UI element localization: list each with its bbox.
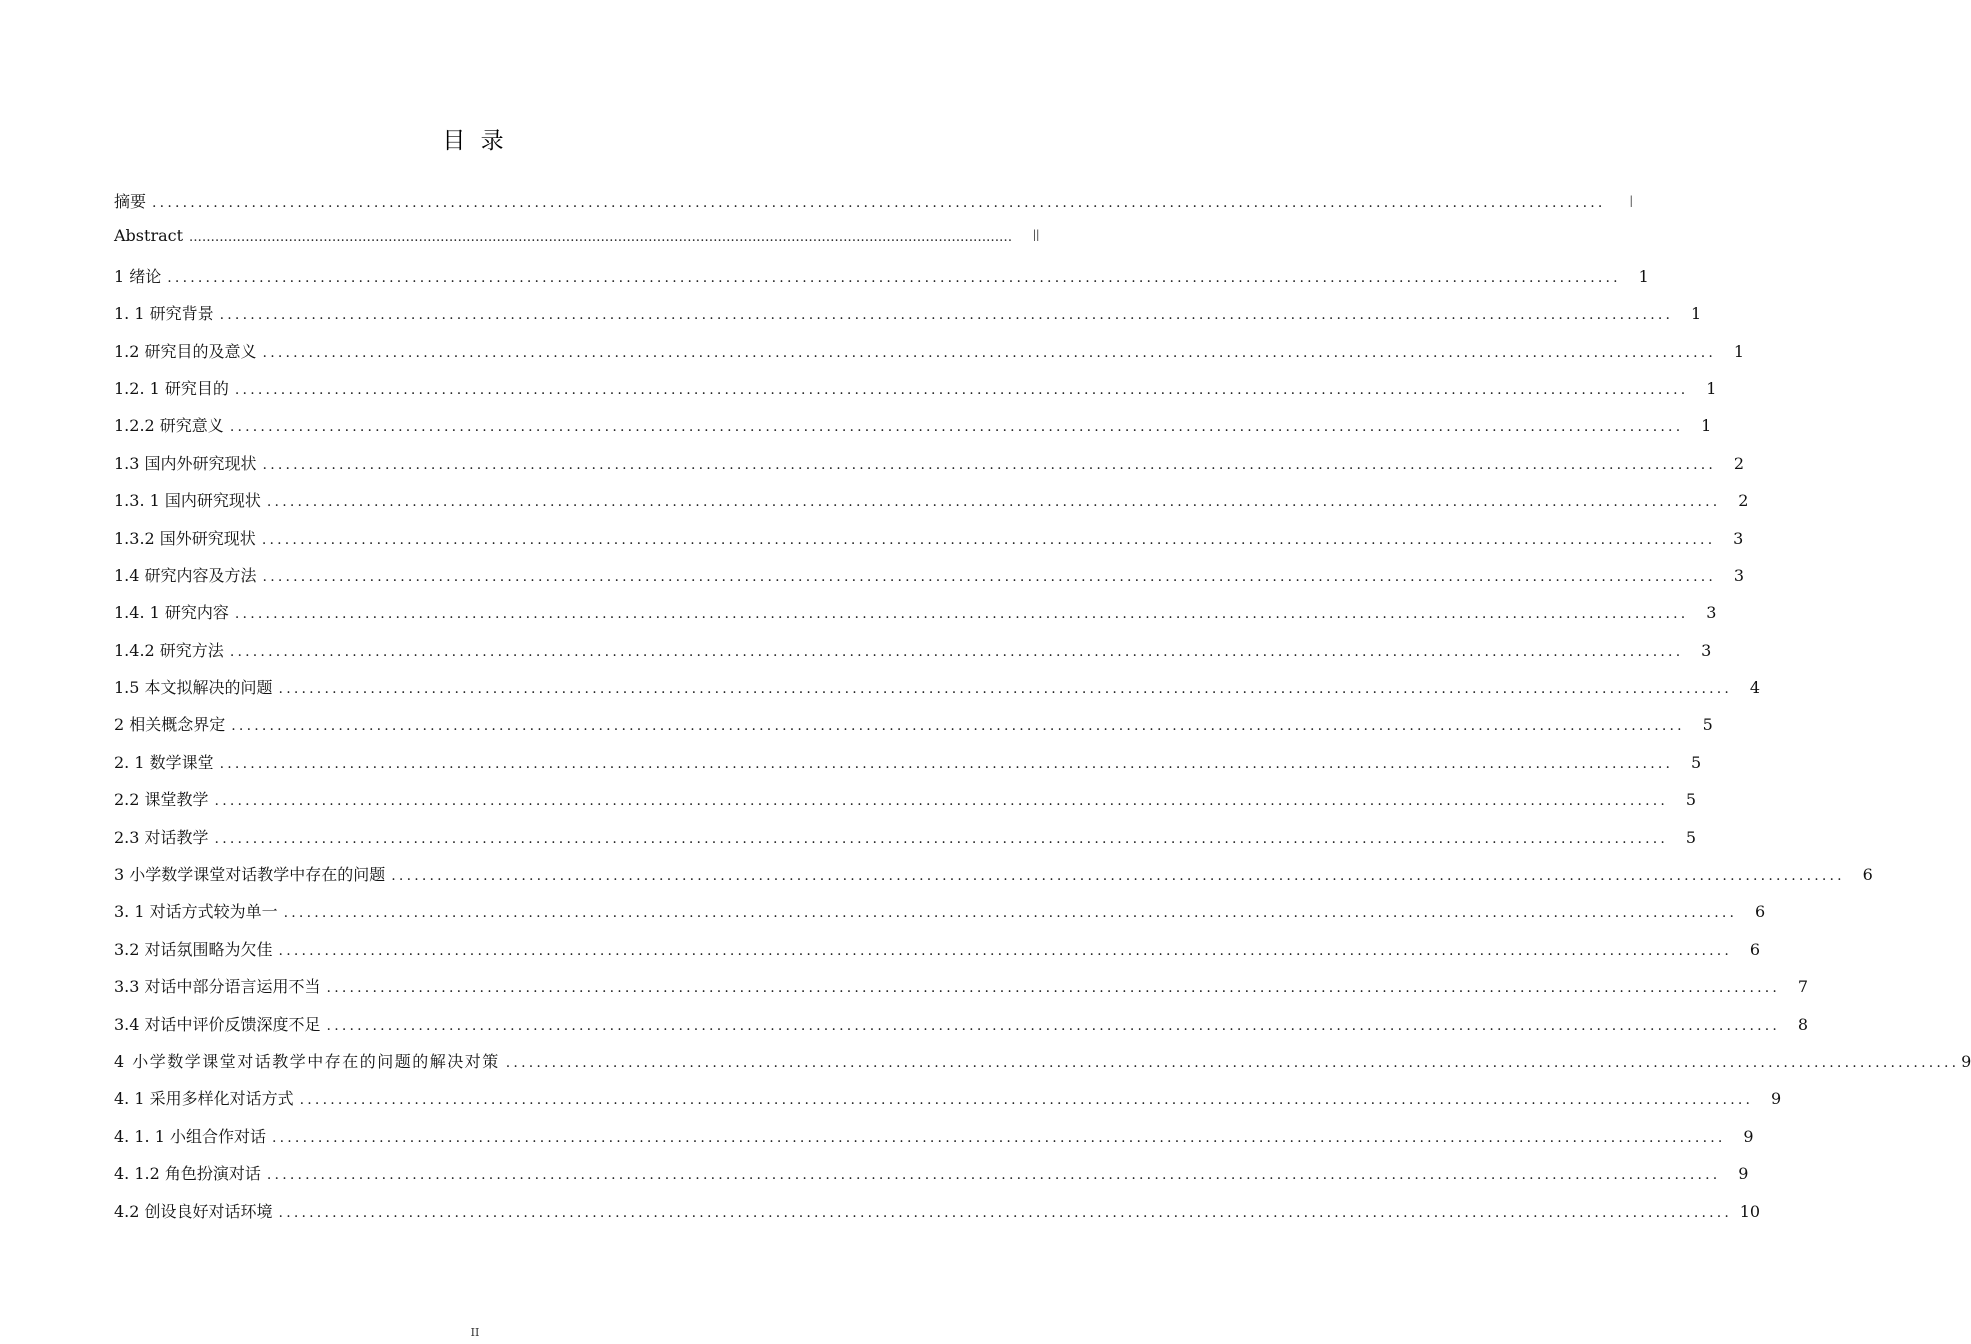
- toc-entry-page: 1: [1690, 304, 1702, 324]
- toc-entry-label: 4. 1. 1 小组合作对话: [114, 1126, 266, 1146]
- toc-entry-page: 3: [1733, 528, 1744, 548]
- toc-entry[interactable]: [114, 1049, 1971, 1086]
- toc-entry[interactable]: [114, 189, 1634, 226]
- toc-leader: ..............................................................................................................................................................................................: [261, 531, 1716, 548]
- toc-entry[interactable]: [114, 264, 1649, 301]
- toc-entry-label: 4.2 创设良好对话环境: [114, 1201, 273, 1221]
- toc-entry[interactable]: [114, 226, 1041, 263]
- toc-entry-label: 3. 1 对话方式较为单一: [114, 902, 278, 922]
- toc-leader: ..............................................................................................................................................................................................: [234, 606, 1689, 623]
- toc-entry[interactable]: [114, 1012, 1809, 1049]
- toc-entry-page: 7: [1797, 977, 1809, 997]
- toc-entry-label: 3 小学数学课堂对话教学中存在的问题: [114, 865, 386, 885]
- toc-entry[interactable]: [114, 563, 1745, 600]
- toc-leader: ..............................................................................................................................................................................................: [266, 1167, 1721, 1184]
- toc-leader: ..............................................................................................................................................................................................: [278, 942, 1733, 959]
- toc-entry-label: 1. 1 研究背景: [114, 304, 214, 324]
- toc-entry-label: 1.3.2 国外研究现状: [114, 528, 256, 548]
- toc-entry-label: 2.2 课堂教学: [114, 790, 209, 810]
- toc-entry[interactable]: [114, 1199, 1761, 1236]
- toc-entry-page: 6: [1862, 865, 1873, 885]
- toc-leader: ..............................................................................................................................................................................................: [262, 568, 1717, 585]
- toc-leader: ..............................................................................................................................................................................................: [229, 643, 1684, 660]
- toc-entry-page: Ⅱ: [1032, 226, 1041, 246]
- table-of-contents: [114, 189, 1971, 1236]
- toc-leader: ..............................................................................................................................................................................................: [214, 793, 1669, 810]
- toc-entry[interactable]: [114, 488, 1749, 525]
- toc-entry-label: 2 相关概念界定: [114, 715, 226, 735]
- toc-entry-page: 2: [1738, 491, 1749, 511]
- toc-entry[interactable]: [114, 600, 1717, 637]
- toc-entry[interactable]: [114, 1086, 1782, 1123]
- toc-entry-label: 2. 1 数学课堂: [114, 752, 214, 772]
- toc-entry-page: 3: [1733, 565, 1745, 585]
- page-number: II: [470, 1326, 480, 1339]
- toc-leader: ..............................................................................................................................................................................................: [271, 1129, 1726, 1146]
- toc-entry[interactable]: [114, 675, 1761, 712]
- toc-entry-label: 4 小学数学课堂对话教学中存在的问题的解决对策: [114, 1051, 500, 1071]
- toc-entry[interactable]: [114, 413, 1712, 450]
- toc-entry-label: 1.4.2 研究方法: [114, 640, 224, 660]
- toc-entry-page: Ⅰ: [1628, 192, 1634, 211]
- toc-entry-page: 5: [1685, 790, 1697, 810]
- toc-entry-page: 6: [1749, 939, 1761, 959]
- toc-leader: ..............................................................................................................................................................................................: [167, 269, 1621, 286]
- toc-leader: ..............................................................................................................................................................................................: [262, 344, 1717, 361]
- toc-entry-label: 3.3 对话中部分语言运用不当: [114, 977, 321, 997]
- toc-leader: ..............................................................................................................................................................................................: [189, 230, 1013, 246]
- toc-leader: ..............................................................................................................................................................................................: [262, 456, 1717, 473]
- toc-entry-label: 摘要: [114, 192, 147, 211]
- toc-entry-page: 1: [1733, 341, 1745, 361]
- toc-entry-page: 10: [1739, 1201, 1761, 1221]
- toc-entry-page: 9: [1743, 1126, 1754, 1146]
- toc-entry-page: 5: [1702, 715, 1713, 735]
- toc-leader: ..............................................................................................................................................................................................: [283, 905, 1738, 922]
- toc-leader: ..............................................................................................................................................................................................: [229, 419, 1684, 436]
- toc-entry[interactable]: [114, 301, 1702, 338]
- toc-entry-page: 8: [1797, 1014, 1809, 1034]
- toc-entry-label: 2.3 对话教学: [114, 827, 209, 847]
- toc-entry[interactable]: [114, 825, 1697, 862]
- toc-leader: ..............................................................................................................................................................................................: [391, 868, 1845, 885]
- toc-entry[interactable]: [114, 899, 1766, 936]
- toc-leader: ..............................................................................................................................................................................................: [278, 681, 1733, 698]
- toc-entry-page: 1: [1706, 378, 1717, 398]
- toc-leader: ..............................................................................................................................................................................................: [326, 1017, 1781, 1034]
- toc-entry[interactable]: [114, 712, 1713, 749]
- toc-leader: ..............................................................................................................................................................................................: [214, 830, 1669, 847]
- toc-entry[interactable]: [114, 1161, 1749, 1198]
- toc-leader: ..............................................................................................................................................................................................: [231, 718, 1685, 735]
- toc-entry[interactable]: [114, 974, 1809, 1011]
- toc-leader: ..............................................................................................................................................................................................: [219, 307, 1674, 324]
- toc-entry[interactable]: [114, 750, 1702, 787]
- toc-leader: ..............................................................................................................................................................................................: [326, 980, 1781, 997]
- toc-entry-page: 5: [1690, 752, 1702, 772]
- toc-entry-label: Abstract: [114, 226, 184, 246]
- toc-entry-label: 1.4 研究内容及方法: [114, 565, 257, 585]
- toc-entry-label: 3.2 对话氛围略为欠佳: [114, 939, 273, 959]
- toc-leader: ..............................................................................................................................................................................................: [219, 755, 1674, 772]
- toc-entry[interactable]: [114, 339, 1745, 376]
- toc-entry-page: 1: [1701, 416, 1712, 436]
- toc-entry-label: 1.3 国内外研究现状: [114, 453, 257, 473]
- toc-leader: ..............................................................................................................................................................................................: [505, 1054, 1960, 1071]
- toc-leader: ..............................................................................................................................................................................................: [152, 195, 1606, 211]
- toc-entry-label: 1.2. 1 研究目的: [114, 378, 229, 398]
- toc-entry[interactable]: [114, 526, 1744, 563]
- toc-entry-page: 9: [1961, 1051, 1971, 1071]
- toc-entry[interactable]: [114, 638, 1712, 675]
- toc-entry-label: 3.4 对话中评价反馈深度不足: [114, 1014, 321, 1034]
- toc-entry-label: 4. 1.2 角色扮演对话: [114, 1164, 261, 1184]
- page-title: 目 录: [442, 128, 508, 154]
- toc-entry-page: 6: [1754, 902, 1766, 922]
- toc-entry[interactable]: [114, 1124, 1754, 1161]
- toc-entry-page: 3: [1701, 640, 1712, 660]
- toc-entry-label: 1.3. 1 国内研究现状: [114, 491, 261, 511]
- toc-entry-page: 2: [1733, 453, 1745, 473]
- toc-entry-label: 1.2 研究目的及意义: [114, 341, 257, 361]
- toc-entry-page: 9: [1738, 1164, 1749, 1184]
- toc-entry-label: 1.5 本文拟解决的问题: [114, 678, 273, 698]
- toc-entry-page: 5: [1685, 827, 1697, 847]
- toc-leader: ..............................................................................................................................................................................................: [266, 494, 1721, 511]
- toc-entry-page: 4: [1749, 678, 1761, 698]
- toc-entry[interactable]: [114, 451, 1745, 488]
- toc-entry-page: 3: [1706, 603, 1717, 623]
- toc-entry[interactable]: [114, 862, 1873, 899]
- toc-leader: ..............................................................................................................................................................................................: [299, 1092, 1754, 1109]
- toc-entry-label: 1.2.2 研究意义: [114, 416, 224, 436]
- toc-leader: ..............................................................................................................................................................................................: [278, 1204, 1733, 1221]
- toc-leader: ..............................................................................................................................................................................................: [234, 381, 1689, 398]
- toc-entry[interactable]: [114, 937, 1761, 974]
- toc-entry-page: 9: [1770, 1089, 1782, 1109]
- toc-entry-label: 4. 1 采用多样化对话方式: [114, 1089, 294, 1109]
- toc-entry[interactable]: [114, 376, 1717, 413]
- toc-entry-label: 1 绪论: [114, 266, 162, 286]
- toc-entry-label: 1.4. 1 研究内容: [114, 603, 229, 623]
- toc-entry[interactable]: [114, 787, 1697, 824]
- toc-entry-page: 1: [1638, 266, 1649, 286]
